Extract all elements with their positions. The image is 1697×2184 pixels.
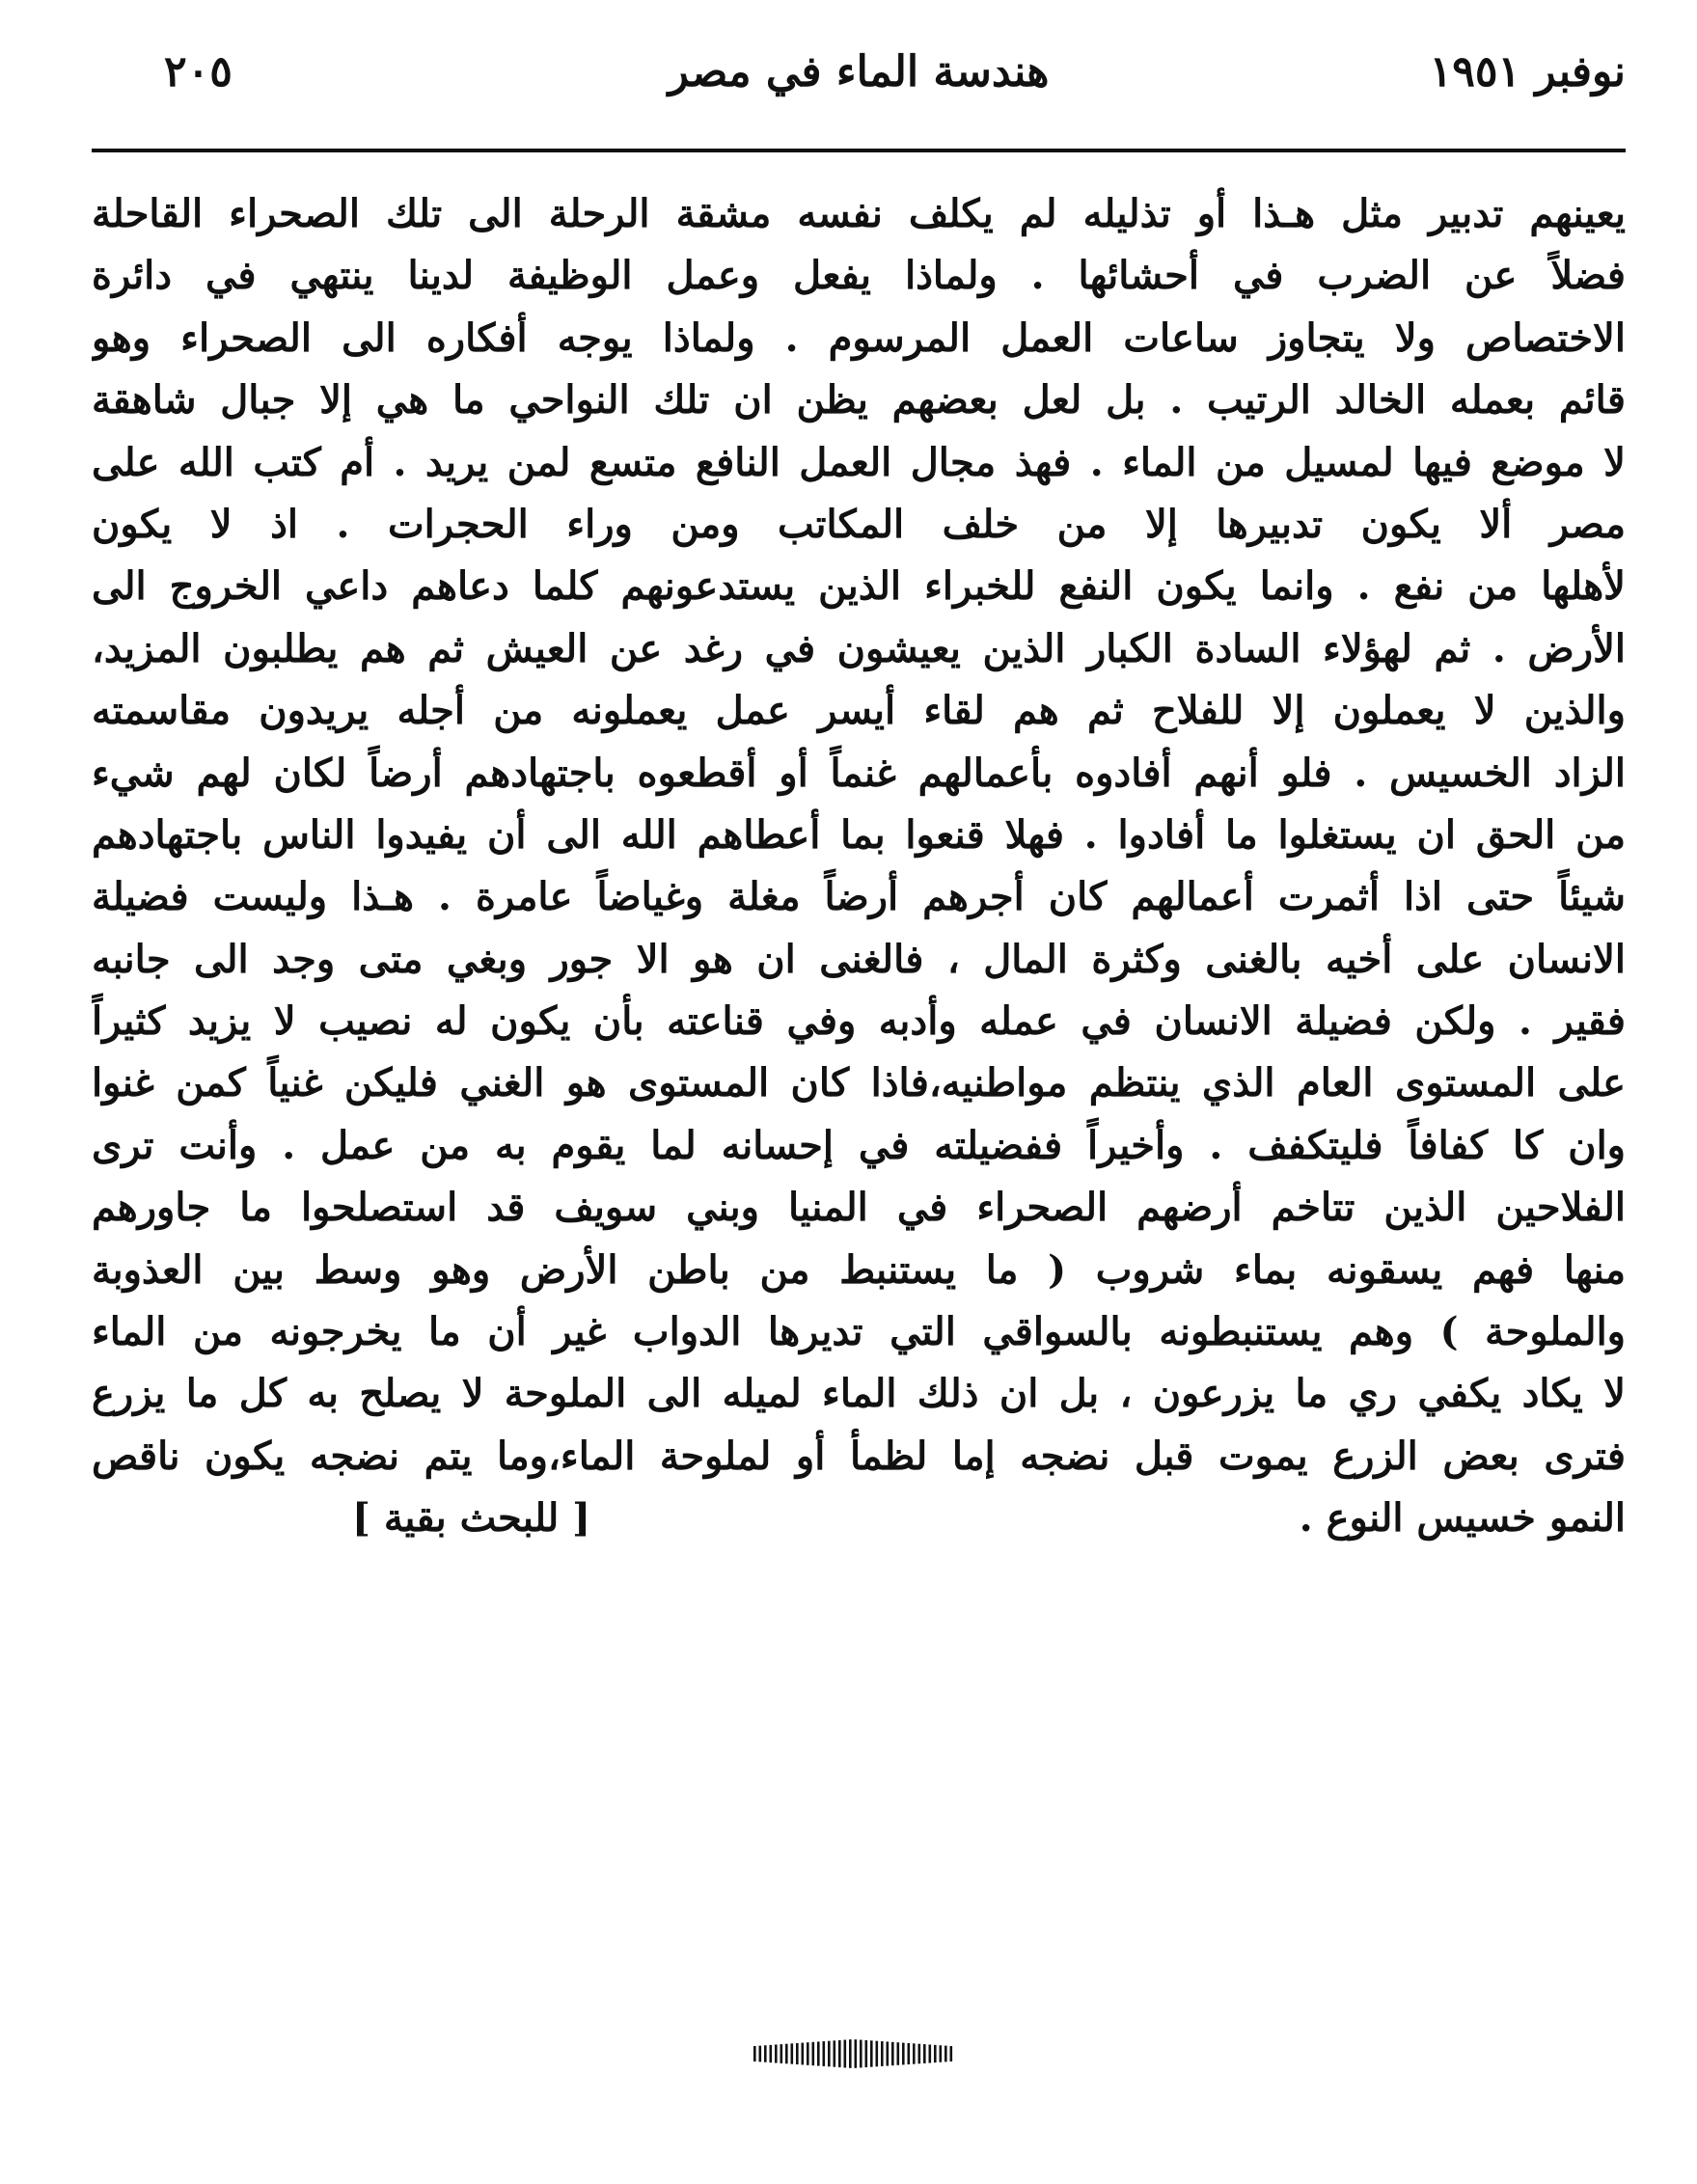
body-line: لا موضع فيها لمسيل من الماء . فهذ مجال العمل النافع متسع لمن يريد . أم كتب الله على <box>92 439 1626 485</box>
body-line: فترى بعض الزرع يموت قبل نضجه إما لظمأ أو لملوحة الماء،وما يتم نضجه يكون ناقص <box>92 1433 1626 1479</box>
body-line: والذين لا يعملون إلا للفلاح ثم هم لقاء أيسر عمل يعملونه من أجله يريدون مقاسمته <box>92 688 1626 734</box>
body-line: منها فهم يسقونه بماء شروب ( ما يستنبط من باطن الأرض وهو وسط بين العذوبة <box>92 1246 1626 1293</box>
body-line: يعينهم تدبير مثل هـذا أو تذليله لم يكلف نفسه مشقة الرحلة الى تلك الصحراء القاحلة <box>92 191 1626 236</box>
header-page-number: ٢٠٥ <box>164 47 233 96</box>
body-line: الانسان على أخيه بالغنى وكثرة المال ، فالغنى ان هو الا جور وبغي متى وجد الى جانبه <box>92 936 1626 982</box>
body-line: الزاد الخسيس . فلو أنهم أفادوه بأعمالهم غنماً أو أقطعوه باجتهادهم أرضاً لكان لهم شيء <box>92 750 1626 796</box>
body-line: الاختصاص ولا يتجاوز ساعات العمل المرسوم . ولماذا يوجه أفكاره الى الصحراء وهو <box>92 314 1626 361</box>
body-line-final-text: النمو خسيس النوع . <box>1299 1495 1626 1542</box>
header-date: نوفبر ١٩٥١ <box>1429 47 1626 96</box>
body-line: مصر ألا يكون تدبيرها إلا من خلف المكاتب ومن وراء الحجرات . اذ لا يكون <box>92 501 1626 547</box>
body-line: قائم بعمله الخالد الرتيب . بل لعل بعضهم يظن ان تلك النواحي ما هي إلا جبال شاهقة <box>92 377 1626 423</box>
body-line: وان كا كفافاً فليتكفف . وأخيراً ففضيلته في إحسانه لما يقوم به من عمل . وأنت ترى <box>92 1122 1626 1168</box>
header-rule <box>92 149 1626 152</box>
body-line-final <box>92 1488 1626 1549</box>
continued-note: [ للبحث بقية ] <box>352 1495 591 1542</box>
body-line: لأهلها من نفع . وانما يكون النفع للخبراء الذين يستدعونهم كلما دعاهم داعي الخروج الى <box>92 563 1626 610</box>
body-line: الفلاحين الذين تتاخم أرضهم الصحراء في المنيا وبني سويف قد استصلحوا ما جاورهم <box>92 1185 1626 1231</box>
body-line: شيئاً حتى اذا أثمرت أعمالهم كان أجرهم أرضاً مغلة وغياضاً عامرة . هـذا وليست فضيلة <box>92 874 1626 920</box>
page-header <box>92 39 1626 106</box>
body-line: فضلاً عن الضرب في أحشائها . ولماذا يفعل وعمل الوظيفة لدينا ينتهي في دائرة <box>92 253 1626 299</box>
body-line: لا يكاد يكفي ري ما يزرعون ، بل ان ذلك الماء لميله الى الملوحة لا يصلح به كل ما يزرع <box>92 1371 1626 1417</box>
end-ornament-icon <box>748 2035 960 2072</box>
body-line: والملوحة ) وهم يستنبطونه بالسواقي التي تديرها الدواب غير أن ما يخرجونه من الماء <box>92 1309 1626 1355</box>
body-line: على المستوى العام الذي ينتظم مواطنيه،فاذا كان المستوى هو الغني فليكن غنياً كمن غنوا <box>92 1060 1626 1106</box>
body-line: الأرض . ثم لهؤلاء السادة الكبار الذين يعيشون في رغد عن العيش ثم هم يطلبون المزيد، <box>92 625 1626 671</box>
body-line: فقير . ولكن فضيلة الانسان في عمله وأدبه وفي قناعته بأن يكون له نصيب لا يزيد كثيراً <box>92 998 1626 1045</box>
header-running-title: هندسة الماء في مصر <box>668 47 1050 96</box>
body-text <box>92 183 1626 1550</box>
body-line: من الحق ان يستغلوا ما أفادوا . فهلا قنعوا بما أعطاهم الله الى أن يفيدوا الناس باجتهادهم <box>92 811 1626 858</box>
